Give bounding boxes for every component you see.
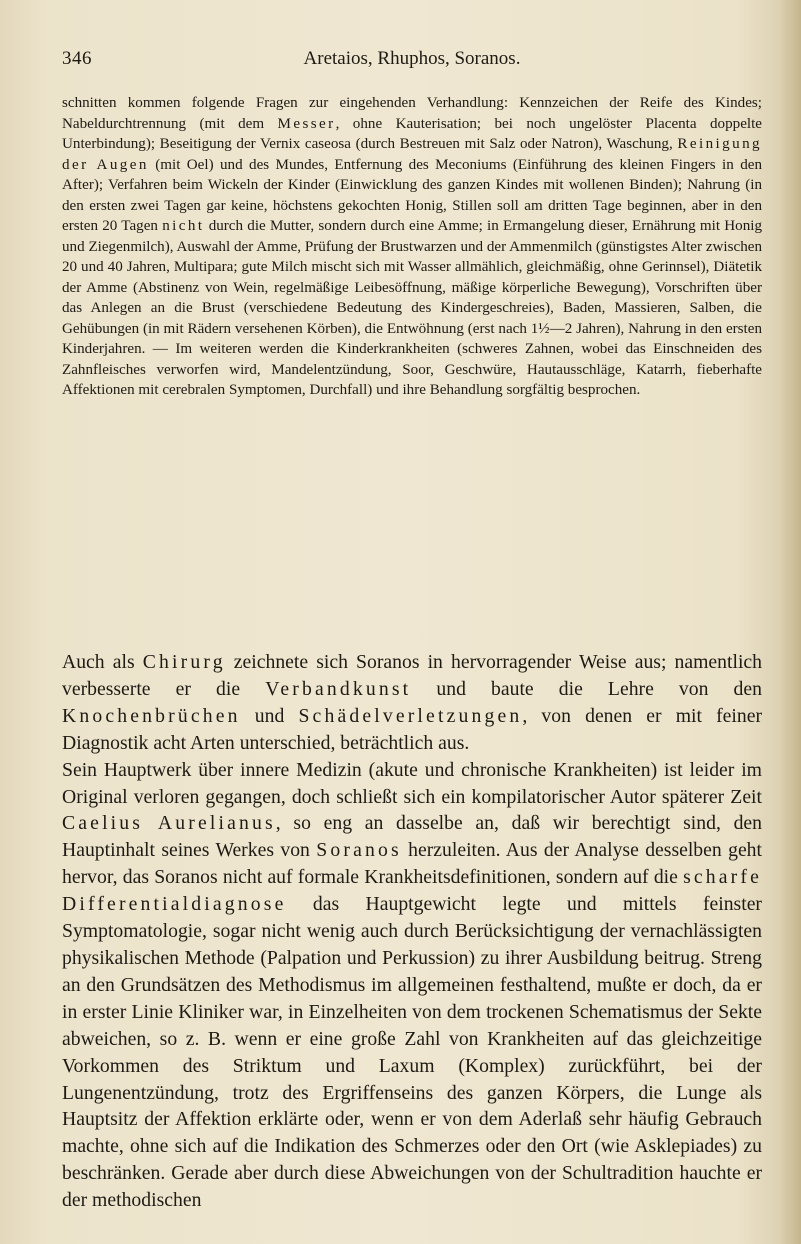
spaced-emphasis: scharfe Differentialdiagnose bbox=[62, 866, 762, 916]
paragraph-surgery bbox=[62, 649, 762, 757]
main-text bbox=[62, 649, 762, 1214]
small-print-paragraph bbox=[62, 93, 762, 401]
text-run: (mit Oel) und des Mundes, Entfernung des Meconiums (Einführung des kleinen Fingers in den After); Verfahren beim Wickeln der Kinder (Einwicklung des ganzen Kindes mit wollenen Binden); Nahrung (in den ersten zwei Tagen gar keine, höchstens gekochten Honig, Stillen soll am dritten Tage beginnen, aber in den ersten 20 Tagen bbox=[62, 156, 762, 234]
running-head: Aretaios, Rhuphos, Soranos. bbox=[303, 48, 521, 69]
spaced-emphasis: Verbandkunst bbox=[265, 677, 412, 700]
text-run: , von denen er mit feiner Diagnostik acht Arten unterschied, beträchtlich aus. bbox=[62, 704, 763, 754]
spaced-emphasis: Reinigung der Augen bbox=[62, 136, 762, 173]
page-header bbox=[62, 48, 762, 78]
spaced-emphasis: Messer bbox=[277, 115, 336, 132]
text-run: , so eng an dasselbe an, daß wir berechtigt sind, den Hauptinhalt seines Werkes von bbox=[62, 812, 762, 862]
text-run: durch die Mutter, sondern durch eine Amme; in Ermangelung dieser, Ernährung mit Honig und Ziegenmilch), Auswahl der Amme, Prüfung der Brustwarzen und der Ammenmilch (günstigstes Alter zwischen 20 und 40 Jahren, Multipara; gute Milch mischt sich mit Wasser allmählich, gleichmäßig, ohne Gerinnsel), Diätetik der Amme (Abstinenz von Wein, regelmäßige Leibesöffnung, mäßige körperliche Bewegung), Vorschriften über das Anlegen an die Brust (verschiedene Bedeutung des Kindergeschreies), Baden, Massieren, Salben, die Gehübungen (in mit Rädern versehenen Körben), die Entwöhnung (erst nach 1½—2 Jahren), Nahrung in den ersten Kinderjahren. — Im weiteren werden die Kinderkrankheiten (schweres Zahnen, wobei das Einschneiden des Zahnfleisches verworfen wird, Mandelentzündung, Soor, Geschwüre, Hautausschläge, Katarrh, fieberhafte Affektionen mit cerebralen Symptomen, Durchfall) und ihre Behandlung sorgfältig besprochen. bbox=[62, 218, 762, 398]
spaced-emphasis: nicht bbox=[162, 218, 205, 234]
text-run: Sein Hauptwerk über innere Medizin (akute und chronische Krankheiten) ist leider im Original verloren gegangen, doch schließt sich ein kompilatorischer Autor späterer Zeit bbox=[62, 758, 762, 808]
page-number: 346 bbox=[62, 48, 92, 69]
text-run: , ohne Kauterisation; bei noch ungelöster Placenta doppelte Unterbindung); Beseitigung der Vernix caseosa (durch Bestreuen mit Salz oder Natron), Waschung, bbox=[62, 115, 762, 152]
text-run: Auch als bbox=[62, 651, 143, 673]
spaced-emphasis: Knochenbrüchen bbox=[62, 704, 241, 727]
spaced-emphasis: Soranos bbox=[316, 839, 402, 862]
text-run: herzuleiten. Aus der Analyse desselben geht hervor, das Soranos nicht auf formale Krankheitsdefinitionen, sondern auf die bbox=[62, 839, 763, 889]
text-run: und bbox=[240, 704, 299, 727]
text-run: zeichnete sich Soranos in hervorragender Weise aus; namentlich verbesserte er die bbox=[62, 651, 762, 700]
page-edge-shadow bbox=[779, 0, 801, 1244]
spaced-emphasis: Chirurg bbox=[142, 651, 226, 673]
spaced-emphasis: Schädelverletzungen bbox=[298, 704, 523, 727]
text-run: das Hauptgewicht legte und mittels feinster Symptomatologie, sogar nicht wenig auch durch Berücksichtigung der vernachlässigten physikalischen Methode (Palpation und Perkussion) zu ihrer Ausbildung beitrug. Streng an den Grundsätzen des Methodismus im allgemeinen festhaltend, mußte er doch, da er in erster Linie Kliniker war, in Einzelheiten von dem trockenen Schematismus der Sekte abweichen, so z. B. wenn er eine große Zahl von Krankheiten auf das gleichzeitige Vorkommen des Striktum und Laxum (Komplex) zurückführt, bei der Lungenentzündung, trotz des Ergriffenseins des ganzen Körpers, die Lunge als Hauptsitz der Affektion erklärte oder, wenn er von dem Aderlaß sehr häufig Gebrauch machte, ohne sich auf die Indikation des Schmerzes oder den Ort (wie Asklepiades) zu beschränken. Gerade aber durch diese Abweichungen von der Schultradition hauchte er der methodischen bbox=[62, 893, 762, 1212]
text-run: schnitten kommen folgende Fragen zur eingehenden Verhandlung: Kennzeichen der Reife des Kindes; Nabeldurchtrennung (mit dem bbox=[62, 95, 762, 132]
spaced-emphasis: Caelius Aurelianus bbox=[62, 812, 276, 835]
text-run: und baute die Lehre von den bbox=[411, 677, 762, 700]
paragraph-main-work bbox=[62, 757, 762, 1214]
